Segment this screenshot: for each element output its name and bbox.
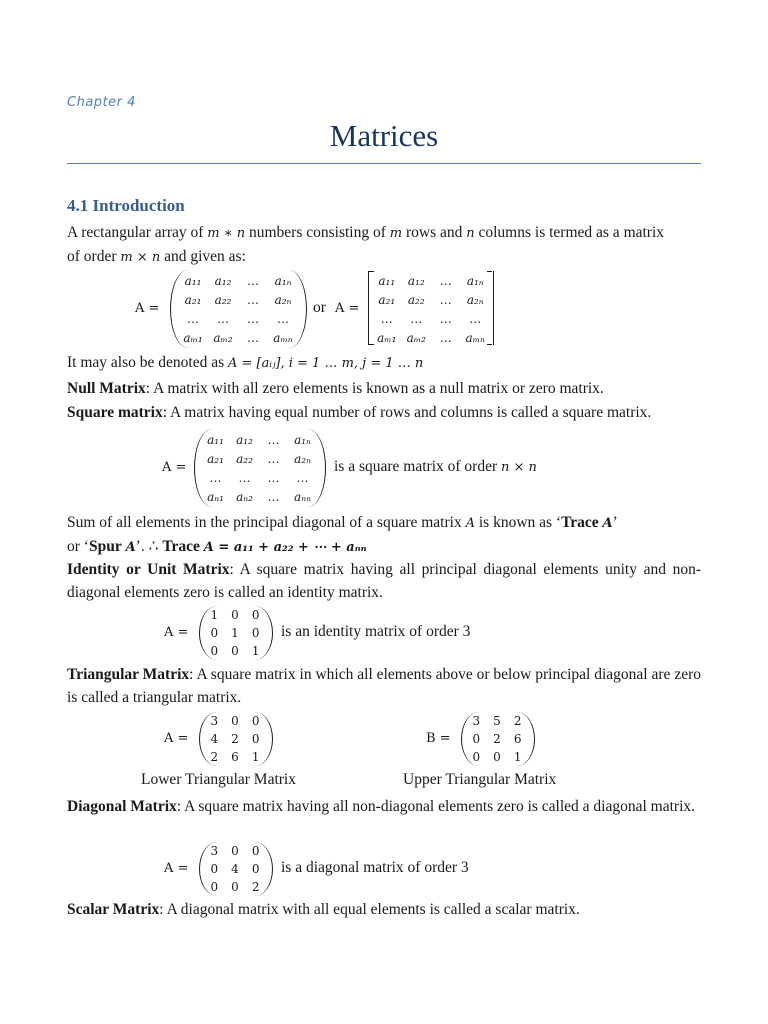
or-text: or <box>313 299 326 316</box>
intro-line-1 <box>67 221 701 245</box>
matrix-lhs: A = <box>164 625 189 640</box>
matrix-cell: 0 <box>231 880 239 894</box>
matrix-cell: … <box>380 311 393 326</box>
matrix-cell: 1 <box>231 626 239 640</box>
inline-math: m <box>389 226 403 241</box>
term-square-matrix: Square matrix <box>67 404 163 421</box>
matrix-cell: … <box>439 273 452 288</box>
matrix-cell: aₙ₂ <box>236 489 253 504</box>
matrix-cell: … <box>187 311 199 326</box>
matrix-cell: 3 <box>472 714 481 728</box>
therefore-symbol: ∴ <box>148 538 159 555</box>
matrix-cell: 1 <box>251 644 260 658</box>
inline-math: n <box>466 226 475 241</box>
matrix-cell: a₁₁ <box>184 273 202 288</box>
matrix-cell: a₂₁ <box>378 292 396 307</box>
definition-text: : A matrix with all zero elements is known as a null matrix or zero matrix. <box>145 380 604 397</box>
intro-text: numbers consisting of <box>248 224 386 241</box>
denoted-text: It may also be denoted as <box>67 354 225 371</box>
matrix-cell: … <box>267 489 280 504</box>
intro-text: columns is termed as a matrix <box>478 224 665 241</box>
definition-text: : A square matrix in which all elements above or below principal diagonal are zero is called a triangular matrix. <box>67 666 702 706</box>
trace-formula: A = a₁₁ + a₂₂ + ⋯ + aₙₙ <box>203 540 367 555</box>
matrix-lhs: A = <box>162 460 187 475</box>
matrix-cell: aₘ₁ <box>183 330 203 345</box>
matrix-cell: a₁ₙ <box>274 273 292 288</box>
matrix-cell: a₂ₙ <box>274 292 292 307</box>
definition-text: : A square matrix having all principal diagonal elements unity and non-diagonal elements zero is called an identity matrix. <box>67 561 701 601</box>
inline-math: A <box>465 516 475 531</box>
definition-text: : A matrix having equal number of rows and columns is called a square matrix. <box>162 404 652 421</box>
trace-line-2 <box>67 535 701 559</box>
trace-text: or ‘ <box>67 538 89 555</box>
definition-text: : A square matrix having all non-diagonal elements zero is called a diagonal matrix. <box>176 798 696 815</box>
intro-text: and given as: <box>164 248 246 265</box>
matrix-cell: a₂ₙ <box>294 451 311 466</box>
term-trace-formula: Trace <box>162 538 200 555</box>
matrix-cell: a₁₂ <box>236 432 253 447</box>
matrix-cell: … <box>267 470 280 485</box>
matrix-lhs: A = <box>164 731 189 746</box>
matrix-cell: 6 <box>231 750 239 764</box>
matrix-cell: 2 <box>493 732 501 746</box>
matrix-cell: 1 <box>210 608 219 622</box>
matrix-cell: 2 <box>251 880 260 894</box>
matrix-cell: 0 <box>251 608 260 622</box>
lower-triangular-caption: Lower Triangular Matrix <box>141 771 296 788</box>
chapter-label: Chapter 4 <box>67 95 136 110</box>
matrix-cell: a₂₂ <box>214 292 232 307</box>
title-divider <box>67 163 701 164</box>
square-matrix-definition <box>67 404 651 422</box>
trace-text: ’. <box>135 538 145 555</box>
scalar-matrix-definition <box>67 901 580 919</box>
matrix-cell: … <box>247 330 259 345</box>
matrix-cell: aₘₙ <box>273 330 293 345</box>
trace-line-1 <box>67 511 701 535</box>
inline-math: A <box>125 540 136 555</box>
matrix-cell: aₙₙ <box>294 489 311 504</box>
matrix-cell: 2 <box>513 714 522 728</box>
identity-matrix-definition <box>67 558 701 604</box>
diagonal-matrix <box>204 842 266 896</box>
matrix-lhs: A = <box>135 301 160 316</box>
matrix-cell: 0 <box>472 750 481 764</box>
upper-triangular-caption: Upper Triangular Matrix <box>403 771 557 788</box>
matrix-cell: a₁₂ <box>214 273 232 288</box>
general-matrix-round <box>178 271 298 347</box>
matrix-cell: aₘ₂ <box>213 330 233 345</box>
matrix-cell: … <box>267 432 280 447</box>
matrix-cell: … <box>439 330 452 345</box>
null-matrix-definition <box>67 380 604 398</box>
matrix-cell: a₁ₙ <box>294 432 311 447</box>
matrix-cell: 0 <box>231 844 239 858</box>
term-diagonal-matrix: Diagonal Matrix <box>67 798 177 815</box>
term-scalar-matrix: Scalar Matrix <box>67 901 160 918</box>
lower-triangular-matrix <box>204 712 266 766</box>
matrix-cell: 0 <box>231 714 239 728</box>
matrix-cell: … <box>238 470 251 485</box>
matrix-lhs: B = <box>426 731 451 746</box>
square-matrix <box>201 430 317 506</box>
matrix-cell: … <box>439 292 452 307</box>
trace-text: Sum of all elements in the principal diagonal of a square matrix <box>67 514 462 531</box>
matrix-lhs: A = <box>335 301 360 316</box>
matrix-cell: … <box>247 273 259 288</box>
matrix-cell: 0 <box>210 626 219 640</box>
matrix-cell: … <box>267 451 280 466</box>
matrix-cell: … <box>296 470 309 485</box>
matrix-cell: 0 <box>251 714 260 728</box>
matrix-cell: 6 <box>513 732 522 746</box>
matrix-cell: 0 <box>210 644 219 658</box>
triangular-matrix-definition <box>67 663 701 709</box>
matrix-cell: … <box>277 311 289 326</box>
matrix-cell: 0 <box>231 644 239 658</box>
matrix-cell: 0 <box>251 862 260 876</box>
matrix-cell: 0 <box>231 608 239 622</box>
matrix-cell: … <box>247 311 259 326</box>
matrix-cell: 3 <box>210 844 219 858</box>
matrix-cell: a₂₁ <box>207 451 224 466</box>
matrix-cell: … <box>209 470 222 485</box>
matrix-cell: 1 <box>251 750 260 764</box>
intro-text: of order <box>67 248 117 265</box>
matrix-cell: a₂₂ <box>407 292 425 307</box>
matrix-cell: aₙ₁ <box>207 489 224 504</box>
general-matrix-square <box>372 271 490 347</box>
matrix-cell: 0 <box>493 750 501 764</box>
intro-text: A rectangular array of <box>67 224 204 241</box>
matrix-cell: 2 <box>210 750 219 764</box>
matrix-cell: aₘ₂ <box>406 330 426 345</box>
definition-text: : A diagonal matrix with all equal elements is called a scalar matrix. <box>159 901 580 918</box>
matrix-cell: 0 <box>251 844 260 858</box>
matrix-cell: 0 <box>251 732 260 746</box>
matrix-cell: … <box>217 311 229 326</box>
term-identity-matrix: Identity or Unit Matrix <box>67 561 230 578</box>
matrix-cell: a₂₂ <box>236 451 253 466</box>
trace-paragraph <box>67 511 701 559</box>
matrix-cell: a₂₁ <box>184 292 202 307</box>
matrix-cell: 5 <box>493 714 501 728</box>
identity-matrix <box>204 606 266 660</box>
matrix-cell: a₂ₙ <box>466 292 484 307</box>
inline-math: A <box>602 516 613 531</box>
matrix-cell: 3 <box>210 714 219 728</box>
trace-text: is known as ‘ <box>478 514 562 531</box>
matrix-cell: 0 <box>210 862 219 876</box>
page-title: Matrices <box>329 118 439 153</box>
inline-math: A = [aᵢⱼ], i = 1 … m, j = 1 … n <box>227 356 424 371</box>
term-null-matrix: Null Matrix <box>67 380 146 397</box>
matrix-cell: 4 <box>231 862 239 876</box>
matrix-cell: a₁ₙ <box>466 273 484 288</box>
matrix-cell: 2 <box>231 732 239 746</box>
matrix-cell: 1 <box>513 750 522 764</box>
matrix-cell: 0 <box>210 880 219 894</box>
term-triangular-matrix: Triangular Matrix <box>67 666 190 683</box>
matrix-cell: aₘₙ <box>465 330 485 345</box>
diagonal-matrix-definition <box>67 795 701 818</box>
trace-text: ’ <box>612 514 618 531</box>
square-matrix-caption <box>334 458 537 476</box>
intro-line-2 <box>67 245 701 269</box>
matrix-cell: … <box>410 311 423 326</box>
identity-caption: is an identity matrix of order 3 <box>281 623 471 640</box>
matrix-cell: aₘ₁ <box>377 330 397 345</box>
matrix-cell: … <box>247 292 259 307</box>
matrix-lhs: A = <box>164 861 189 876</box>
matrix-cell: a₁₁ <box>378 273 396 288</box>
matrix-cell: a₁₂ <box>407 273 425 288</box>
matrix-cell: 4 <box>210 732 219 746</box>
intro-text: rows and <box>405 224 463 241</box>
matrix-cell: … <box>469 311 482 326</box>
inline-math: m ∗ n <box>207 226 246 241</box>
term-trace: Trace <box>561 514 599 531</box>
denoted-line <box>67 354 423 372</box>
inline-math: m × n <box>120 250 161 265</box>
intro-paragraph <box>67 221 701 269</box>
matrix-cell: … <box>439 311 452 326</box>
inline-math: n × n <box>501 460 537 475</box>
matrix-cell: 0 <box>472 732 481 746</box>
caption-text: is a square matrix of order <box>334 458 498 475</box>
section-heading: 4.1 Introduction <box>67 196 185 215</box>
upper-triangular-matrix <box>466 712 528 766</box>
term-spur: Spur <box>88 538 122 555</box>
matrix-cell: 0 <box>251 626 260 640</box>
matrix-cell: a₁₁ <box>207 432 224 447</box>
diagonal-caption: is a diagonal matrix of order 3 <box>281 859 469 876</box>
